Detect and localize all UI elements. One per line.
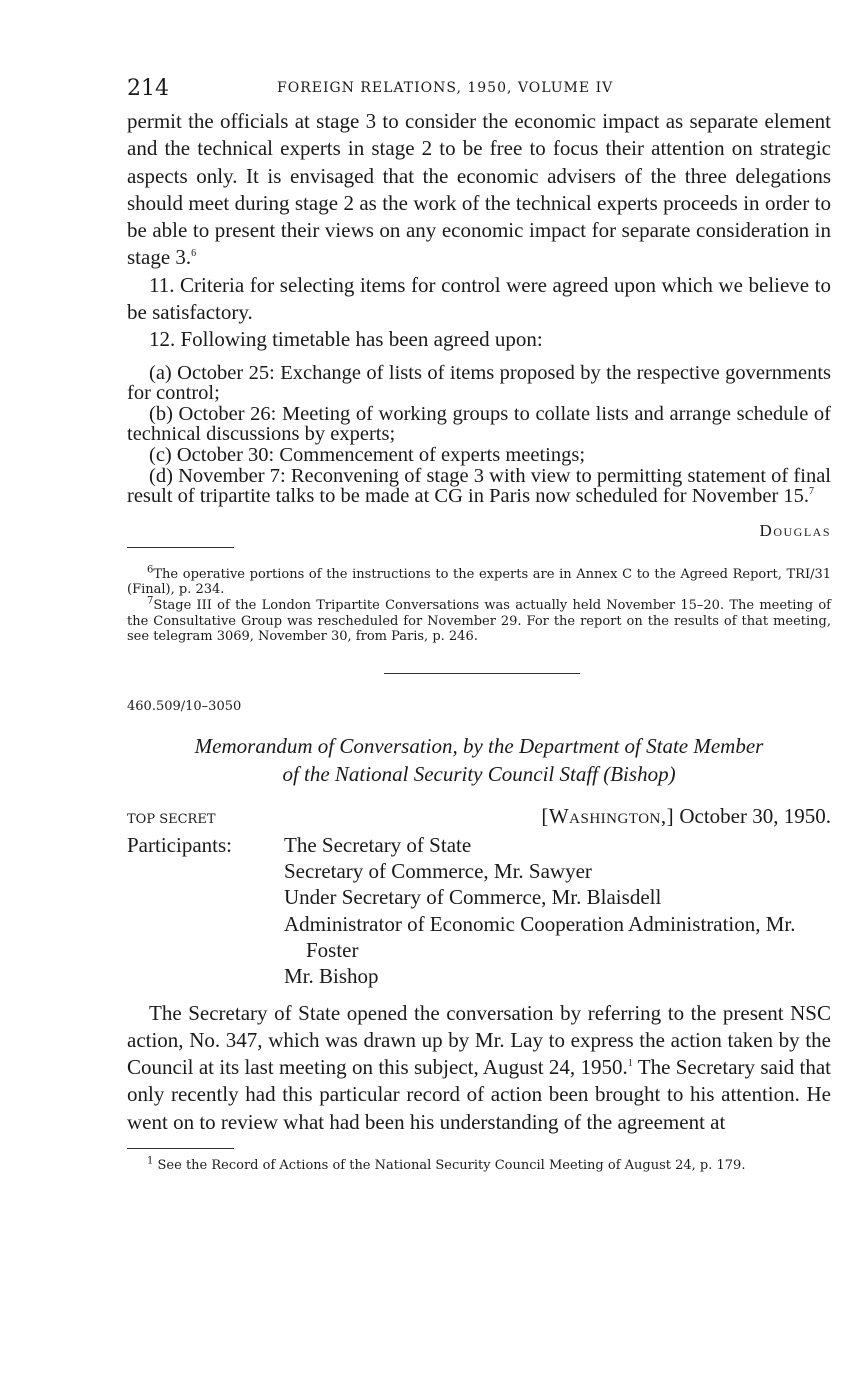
footnote-ref-7: 7	[809, 486, 815, 498]
page-header	[127, 68, 831, 108]
participant-item: Secretary of Commerce, Mr. Sawyer	[284, 859, 592, 884]
footnote-ref-1: 1	[627, 1058, 633, 1070]
document-title-line-2: of the National Security Council Staff (Bishop)	[282, 761, 676, 786]
timetable-item-d-text: (d) November 7: Reconvening of stage 3 with view to permitting statement of final result of tripartite talks to be made at CG in Paris now scheduled for November 15.	[127, 464, 831, 508]
page-number: 214	[127, 76, 169, 101]
classification-label: TOP SECRET	[127, 811, 216, 827]
dateline-place: [Washington,]	[541, 803, 675, 828]
document-title	[127, 732, 831, 788]
footnote-7	[127, 595, 831, 645]
document-page	[127, 68, 831, 1174]
running-title: FOREIGN RELATIONS, 1950, VOLUME IV	[277, 80, 614, 96]
participants-block	[127, 832, 831, 990]
file-number: 460.509/10–3050	[127, 698, 242, 714]
participant-item: Administrator of Economic Cooperation Administration, Mr. Foster	[284, 911, 796, 962]
participants-label: Participants:	[127, 832, 232, 857]
footnote-rule-2	[127, 1148, 234, 1149]
memo-body-paragraph	[127, 1000, 831, 1136]
footnote-1-text: See the Record of Actions of the National Security Council Meeting of August 24, p. 179.	[157, 1158, 746, 1174]
paragraph-12: 12. Following timetable has been agreed upon:	[149, 327, 543, 352]
footnotes-section	[127, 564, 831, 645]
participants-list	[284, 832, 831, 990]
footnote-6-text: The operative portions of the instructions to the experts are in Annex C to the Agreed Report, TRI/31 (Final), p. 234.	[127, 566, 831, 598]
footnote-1	[127, 1157, 831, 1174]
footnote-7-text: Stage III of the London Tripartite Conversations was actually held November 15–20. The meeting of the Consultative Group was rescheduled for November 29. For the report on the results of that meeting, see telegram 3069, November 30, from Paris, p. 246.	[127, 598, 831, 645]
footnote-6	[127, 564, 831, 598]
signature: Douglas	[759, 520, 831, 540]
timetable-item-b: (b) October 26: Meeting of working groups to collate lists and arrange schedule of technical discussions by experts;	[127, 402, 831, 446]
participant-item: Under Secretary of Commerce, Mr. Blaisdell	[284, 885, 662, 910]
document-title-line-1: Memorandum of Conversation, by the Department of State Member	[194, 733, 764, 758]
footnote-6-mark: 6	[147, 564, 154, 576]
participant-item: The Secretary of State	[284, 832, 472, 857]
dateline-date: October 30, 1950.	[679, 803, 831, 828]
timetable-item-d	[127, 466, 831, 507]
timetable-item-a: (a) October 25: Exchange of lists of items proposed by the respective governments for control;	[127, 361, 831, 405]
footnote-1-mark: 1	[147, 1155, 154, 1167]
memo-body-part-1: The Secretary of State opened the conversation by referring to the present NSC action, No. 347, which was drawn up by Mr. Lay to express the action taken by the Council at its last meeting on this subject, August 24, 1950.	[127, 1000, 831, 1080]
participant-item: Mr. Bishop	[284, 964, 379, 989]
footnote-7-mark: 7	[147, 595, 154, 607]
paragraph-11: 11. Criteria for selecting items for control were agreed upon which we believe to be satisfactory.	[127, 272, 831, 325]
timetable-item-c: (c) October 30: Commencement of experts meetings;	[149, 444, 586, 467]
document-meta	[127, 802, 831, 832]
continuation-text: permit the officials at stage 3 to consider the economic impact as separate element and the technical experts in stage 2 to be free to focus their attention on strategic aspects only. It is envisaged that the economic advisers of the three delegations should meet during stage 2 as the work of the technical experts proceeds in order to be able to present their views on any economic impact for separate consideration in stage 3.	[127, 109, 831, 270]
dateline	[541, 804, 831, 829]
footnote-rule	[127, 547, 234, 548]
continuation-paragraph	[127, 108, 831, 272]
memo-body-part-2: The Secretary said that only recently had this particular record of action been brought to his attention. He went on to review what had been his understanding of the agreement at	[127, 1055, 832, 1134]
document-separator	[384, 673, 580, 674]
timetable-list	[127, 363, 831, 507]
footnote-ref-6: 6	[191, 248, 197, 260]
